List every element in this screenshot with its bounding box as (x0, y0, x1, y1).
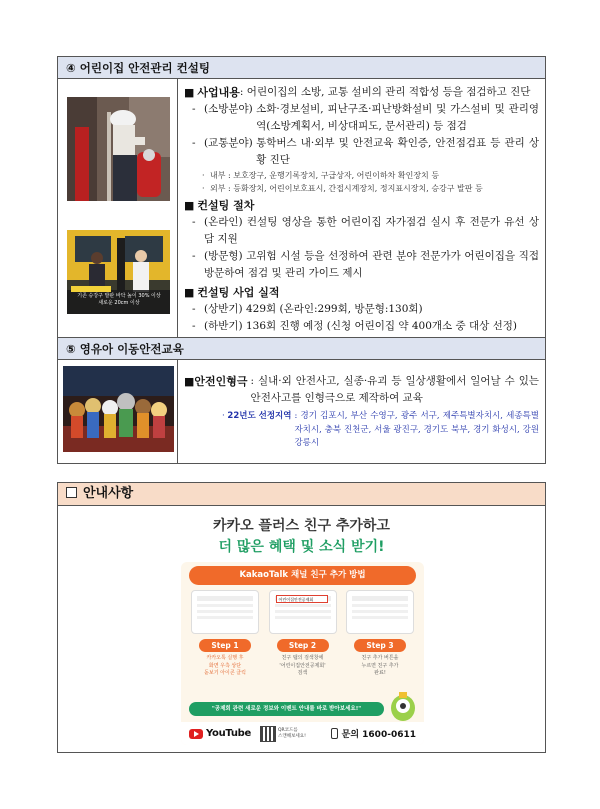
bullet-label: 사업내용 (197, 86, 240, 99)
step-card (189, 590, 261, 700)
kakao-notice: "공제회 관련 새로운 정보와 이벤트 안내를 바로 받아보세요!" (189, 702, 384, 716)
section-4-dash-item: - (상반기) 429회 (온라인:299회, 방문형:130회) (184, 301, 539, 318)
section-5-text: ■안전인형극 : 실내·외 안전사고, 실종·유괴 등 일상생활에서 일어날 수 있는 안전사고를 인형극으로 제작하여 교육 · 22년도 선정지역 : 경기 김포시, 부산 수영구, 광주 서구, 제주특별자치시, 세종특별자치시, 충북 진천군, 서울 광진구, 경기도 북부, 경기 화성시, 강원 강릉시 (178, 360, 545, 464)
checkbox-icon (66, 487, 77, 498)
kakao-banner: KakaoTalk 채널 친구 추가 방법 (189, 566, 416, 585)
section-4-title: ④ 어린이집 안전관리 컨설팅 (58, 57, 545, 79)
dash-text: (방문형) 고위험 시설 등을 선정하여 관련 분야 전문가가 어린이집을 직접 방문하여 점검 및 관리 가이드 제시 (204, 250, 539, 279)
section-4-dash-item: - (소방분야) 소화·경보설비, 피난구조·피난방화설비 및 가스설비 및 관리영역(소방계획서, 비상대피도, 문서관리) 등 점검 (184, 101, 539, 135)
phone-icon (331, 728, 338, 739)
step-card (344, 590, 416, 700)
youtube-icon (189, 729, 203, 739)
section-4-sub-item: · 외부 : 등화장치, 어린이보호표시, 간접시계장치, 정지표시장치, 승강구 발판 등 (202, 184, 483, 193)
dash-label: (교통분야) (204, 137, 257, 149)
info-title: 안내사항 (83, 486, 134, 501)
dash-text: (하반기) 136회 진행 예정 (신청 어린이집 약 400개소 중 대상 선정) (204, 320, 517, 332)
info-header (57, 482, 546, 506)
sub-item-text: 외부 : 등화장치, 어린이보호표시, 간접시계장치, 정지표시장치, 승강구 발판 등 (210, 184, 483, 193)
search-box: 어린이집안전공제회 (276, 595, 328, 603)
sub-item-text: 내부 : 보호장구, 운행기록장치, 구급상자, 어린이하차 확인장치 등 (210, 171, 440, 180)
dash-label: (소방분야) (204, 103, 257, 115)
kakao-headline-2: 더 많은 혜택 및 소식 받기! (218, 539, 385, 555)
section-4-sub-item: · 내부 : 보호장구, 운행기록장치, 구급상자, 어린이하차 확인장치 등 (202, 171, 440, 180)
section-4-dash-item: - (온라인) 컨설팅 영상을 통한 어린이집 자가점검 실시 후 전문가 유선 상담 지원 (184, 214, 539, 248)
qr-code-icon (261, 727, 275, 741)
puppet-show-photo (63, 366, 174, 452)
inspection-photo (67, 97, 170, 201)
qr-caption: QR코드를 스캔해보세요! (278, 727, 306, 739)
step-label: Step 3 (354, 639, 406, 652)
phone-number: 1600-0611 (362, 730, 416, 740)
step-description: 친구 탭의 검색창에 '어린이집안전공제회' 검색 (279, 655, 326, 676)
dash-text: (온라인) 컨설팅 영상을 통한 어린이집 자가점검 실시 후 전문가 유선 상담 지원 (204, 216, 539, 245)
step-card (267, 590, 339, 700)
youtube-label: YouTube (206, 728, 251, 739)
dash-text: 소화·경보설비, 피난구조·피난방화설비 및 가스설비 및 관리영역(소방계획서, 비상대피도, 문서관리) 등 점검 (256, 103, 539, 132)
bus-inspection-photo (67, 230, 170, 314)
section-4-dash-item: - (방문형) 고위험 시설 등을 선정하여 관련 분야 전문가가 어린이집을 직접 방문하여 점검 및 관리 가이드 제시 (184, 248, 539, 282)
section-4-dash-item: - (교통분야) 통학버스 내·외부 및 안전교육 확인증, 안전점검표 등 관리 상황 진단 (184, 135, 539, 169)
section-4-bullet: ■ 컨설팅 사업 실적 (184, 284, 539, 301)
step-label: Step 2 (277, 639, 329, 652)
phone-label: 문의 (341, 730, 360, 740)
kakao-poster (181, 562, 424, 745)
section-4-dash-item: - (하반기) 136회 진행 예정 (신청 어린이집 약 400개소 중 대상 선정) (184, 318, 539, 335)
info-body (57, 505, 546, 753)
section-4-box (57, 56, 546, 338)
section-5-box (57, 337, 546, 464)
section-4-photos (58, 79, 178, 338)
kakao-headline-1: 카카오 플러스 친구 추가하고 (213, 518, 390, 534)
region-list: : 경기 김포시, 부산 수영구, 광주 서구, 제주특별자치시, 세종특별자치시, 충북 진천군, 서울 광진구, 경기도 북부, 경기 화성시, 강원 강릉시 (294, 411, 539, 448)
bullet-label: 컨설팅 절차 (197, 199, 255, 212)
section-4-bullet: ■ 컨설팅 절차 (184, 197, 539, 214)
phone-screen-icon (269, 590, 337, 634)
bus-photo-caption: 기존 승강구 발판 바닥 높이 30% 이상 새로운 20cm 이상 (77, 293, 161, 306)
bullet-text: : 어린이집의 소방, 교통 설비의 관리 적합성 등을 점검하고 진단 (239, 86, 531, 98)
section-5-title: ⑤ 영유아 이동안전교육 (58, 338, 545, 360)
bullet-label: 컨설팅 사업 실적 (197, 286, 280, 299)
poster-footer (181, 722, 424, 745)
puppet-show-description: : 실내·외 안전사고, 실종·유괴 등 일상생활에서 일어날 수 있는 안전사고를 인형극으로 제작하여 교육 (250, 375, 539, 404)
dash-text: (상반기) 429회 (온라인:299회, 방문형:130회) (204, 303, 423, 315)
bullet-text (279, 284, 539, 301)
section-4-bullet: ■ 사업내용 : 어린이집의 소방, 교통 설비의 관리 적합성 등을 점검하고 진단 (184, 84, 539, 101)
puppet-show-label: 안전인형극 (194, 375, 248, 388)
step-description: 카카오톡 실행 후 화면 우측 상단 돋보기 아이콘 클릭 (204, 655, 246, 676)
section-4-text (178, 79, 545, 338)
section-5-photos (58, 360, 178, 464)
dash-text: 통학버스 내·외부 및 안전교육 확인증, 안전점검표 등 관리 상황 진단 (256, 137, 539, 166)
phone-screen-icon (346, 590, 414, 634)
steps-container (189, 590, 416, 702)
phone-screen-icon (191, 590, 259, 634)
bullet-text (254, 197, 539, 214)
region-label: 22년도 선정지역 (227, 411, 292, 421)
step-label: Step 1 (199, 639, 251, 652)
step-description: 친구 추가 버튼을 누르면 친구 추가 완료! (361, 655, 399, 676)
mascot-icon (387, 688, 419, 726)
